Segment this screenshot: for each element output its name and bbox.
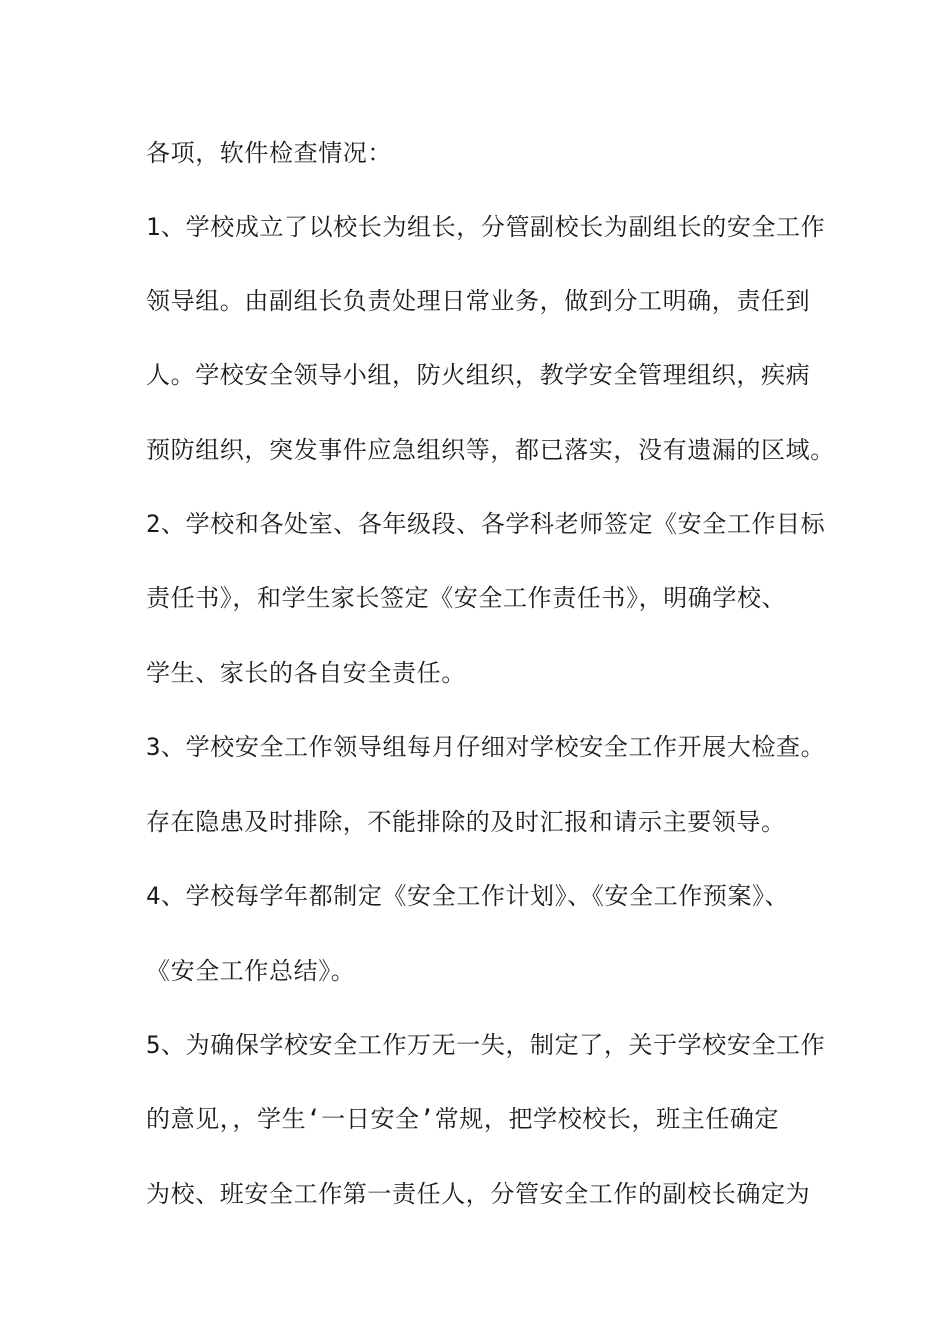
text-line: 《安全工作总结》。 — [146, 957, 356, 985]
text-line: 4、学校每学年都制定《安全工作计划》、《安全工作预案》、 — [146, 882, 790, 910]
text-line: 1、学校成立了以校长为组长，分管副校长为副组长的安全工作 — [146, 213, 826, 241]
text-line: 存在隐患及时排除，不能排除的及时汇报和请示主要领导。 — [146, 808, 786, 836]
text-line: 责任书》，和学生家长签定《安全工作责任书》，明确学校、 — [146, 584, 787, 612]
text-line: 人。学校安全领导小组，防火组织，教学安全管理组织，疾病 — [146, 361, 811, 389]
text-line: 各项，软件检查情况： — [146, 139, 392, 167]
text-line: 2、学校和各处室、各年级段、各学科老师签定《安全工作目标 — [146, 510, 826, 538]
text-line: 5、为确保学校安全工作万无一失，制定了，关于学校安全工作 — [146, 1031, 826, 1059]
text-line: 领导组。由副组长负责处理日常业务，做到分工明确，责任到 — [146, 287, 811, 315]
text-line: 学生、家长的各自安全责任。 — [146, 659, 466, 687]
text-line: 预防组织，突发事件应急组织等，都已落实，没有遗漏的区域。 — [146, 436, 835, 464]
text-line: 为校、班安全工作第一责任人，分管安全工作的副校长确定为 — [146, 1180, 811, 1208]
text-line: 3、学校安全工作领导组每月仔细对学校安全工作开展大检查。 — [146, 733, 826, 761]
text-line: 的意见，，学生‘一日安全’常规，把学校校长，班主任确定 — [146, 1105, 780, 1133]
